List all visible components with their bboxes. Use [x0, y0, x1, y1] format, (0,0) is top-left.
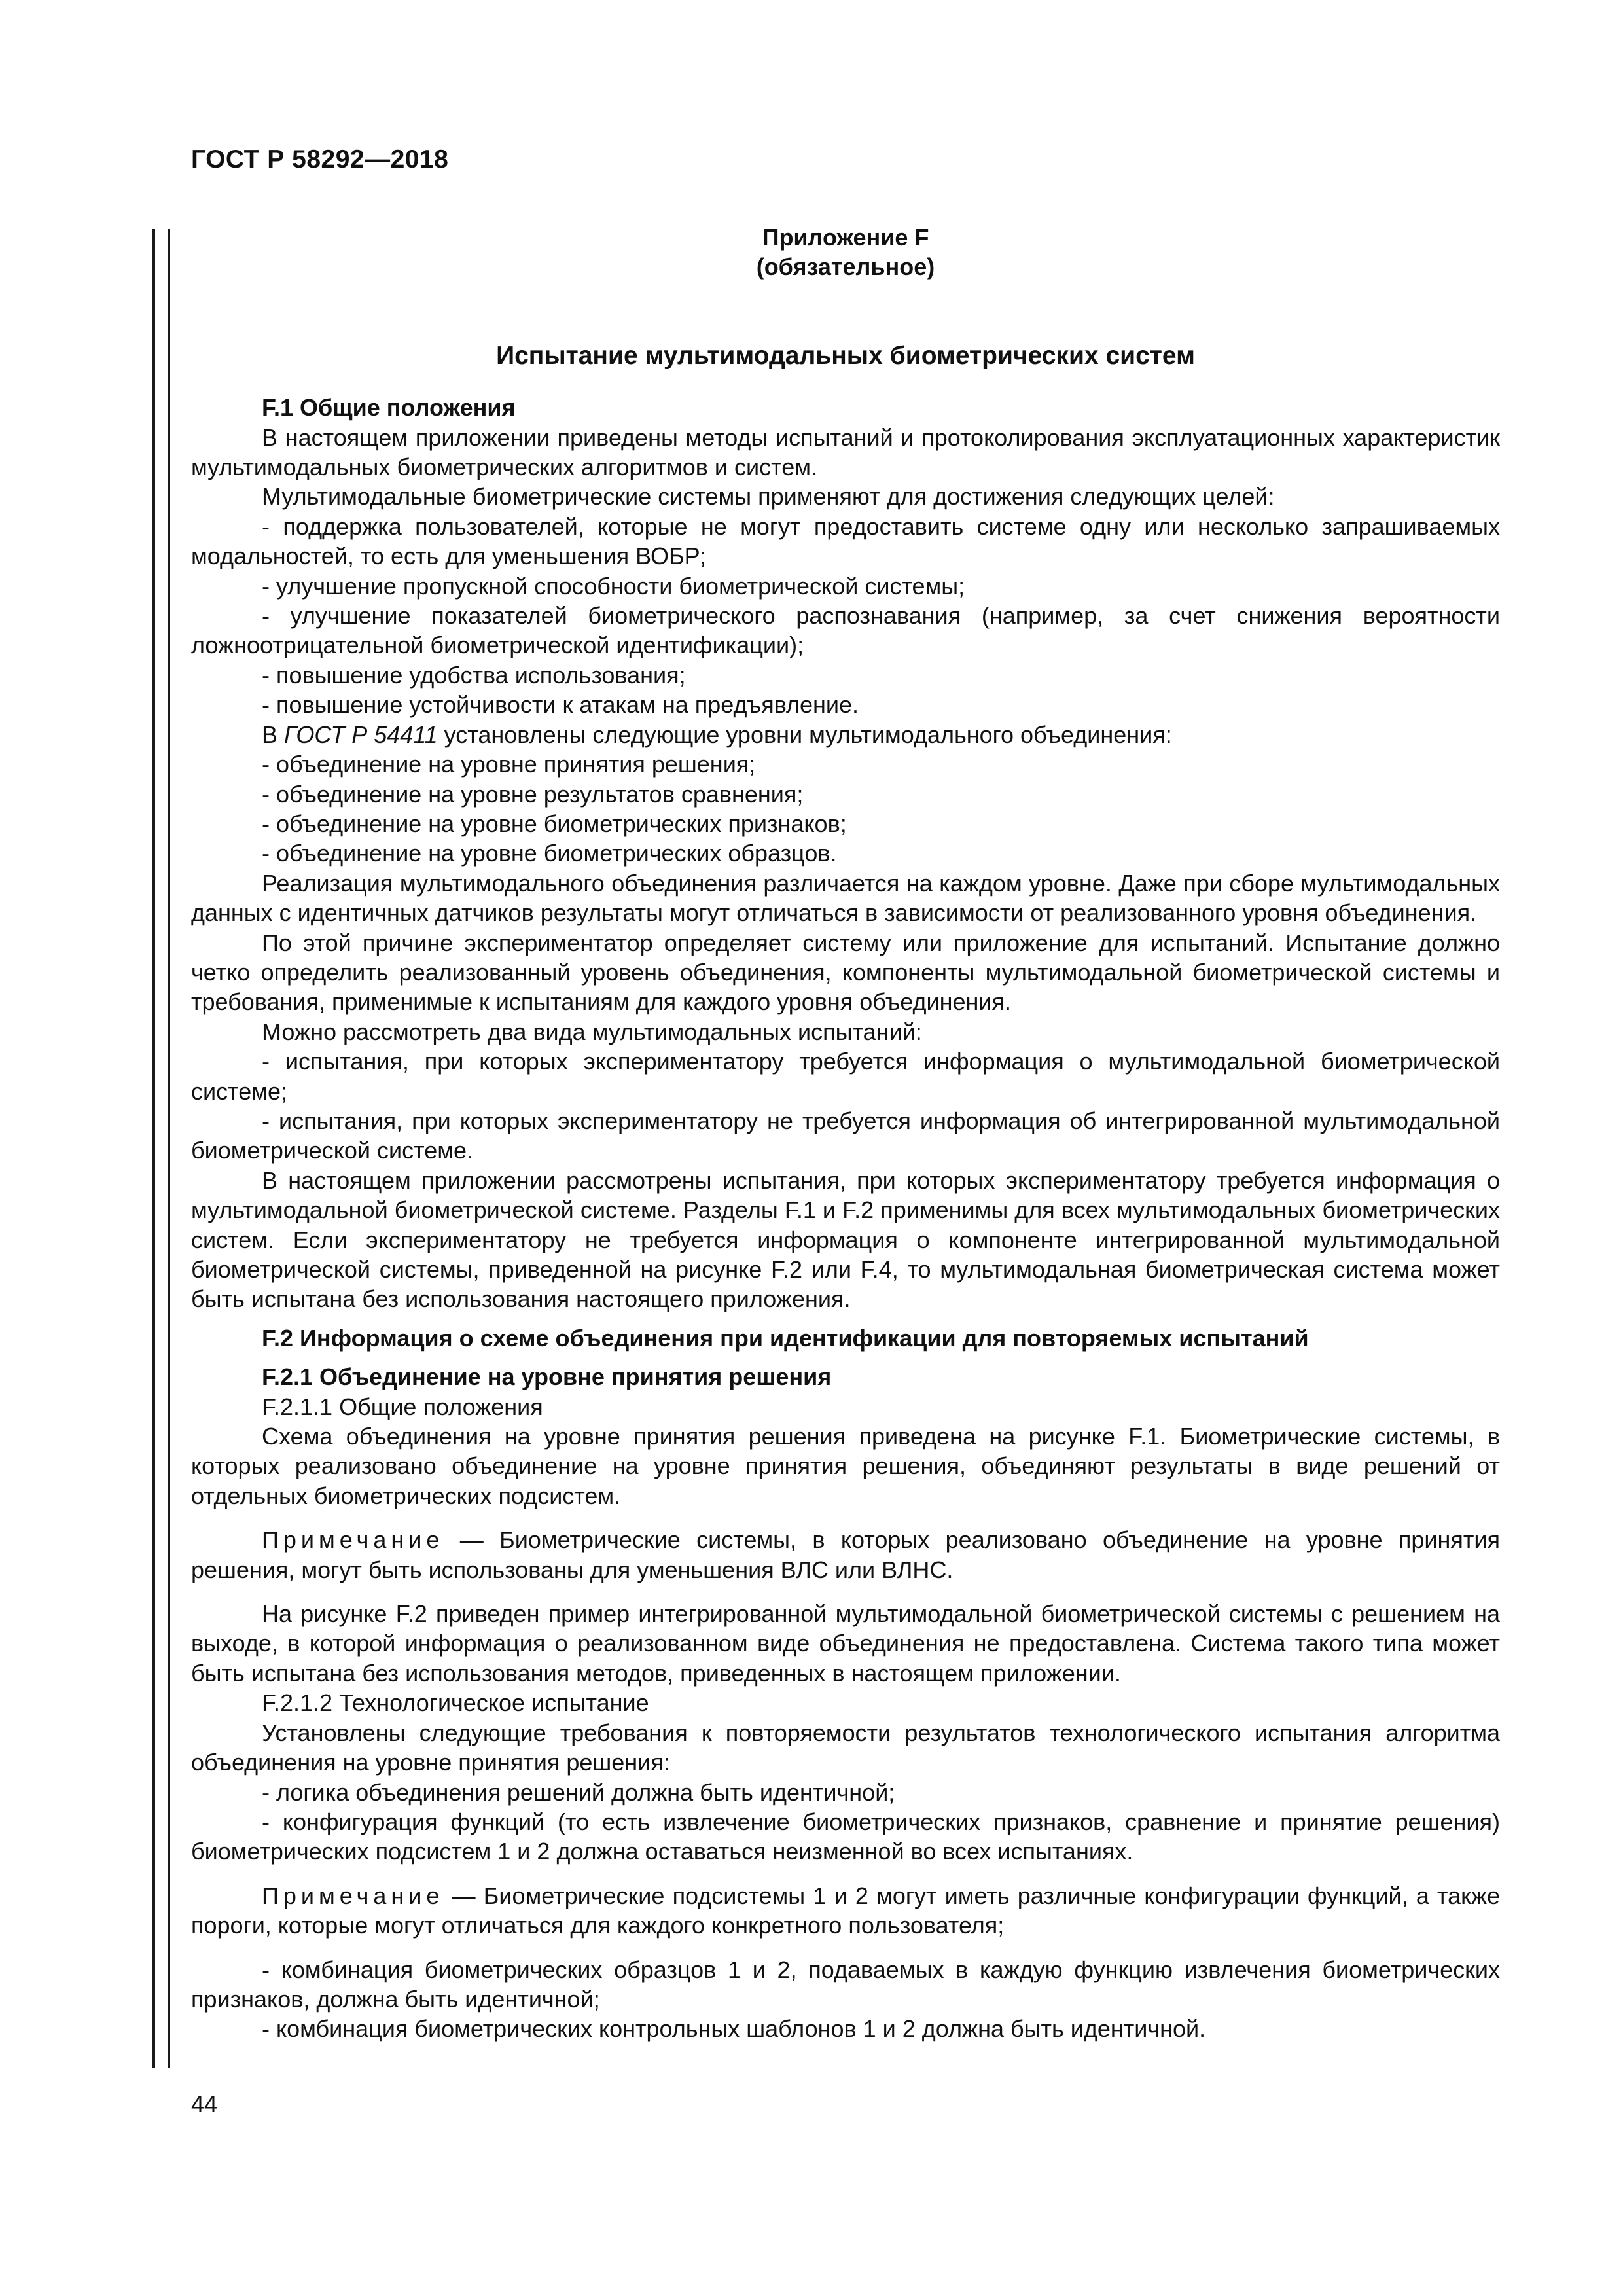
- section-heading-f212: F.2.1.2 Технологическое испытание: [262, 1689, 649, 1717]
- standard-code: ГОСТ Р 58292—2018: [191, 145, 449, 173]
- list-item: - улучшение показателей биометрического распознавания (например, за счет снижения вероятности ложноотрицательной биометрической идентификации);: [191, 602, 1500, 659]
- page-number: 44: [191, 2090, 218, 2117]
- list-item: - объединение на уровне результатов сравнения;: [262, 780, 804, 808]
- annex-status: (обязательное): [756, 253, 935, 281]
- document-body: [191, 223, 1500, 2044]
- text: В: [262, 721, 285, 748]
- standard-reference: ГОСТ Р 54411: [284, 721, 438, 748]
- note-text: — Биометрические системы, в которых реализовано объединение на уровне принятия решения, могут быть использованы для уменьшения ВЛС или ВЛНС.: [191, 1526, 1500, 1583]
- list-item: - объединение на уровне принятия решения;: [262, 751, 756, 778]
- list-item: - объединение на уровне биометрических признаков;: [262, 810, 847, 837]
- section-heading-f2: F.2 Информация о схеме объединения при идентификации для повторяемых испытаний: [262, 1324, 1309, 1352]
- section-heading-f211: F.2.1.1 Общие положения: [262, 1393, 543, 1420]
- section-heading-f21: F.2.1 Объединение на уровне принятия решения: [262, 1363, 832, 1391]
- paragraph: В настоящем приложении рассмотрены испытания, при которых экспериментатору требуется информация о мультимодальной биометрической системе. Разделы F.1 и F.2 применимы для всех мультимодальных биометрических систем. Если экспериментатору не требуется информация о компоненте интегрированной мультимодальной биометрической системы, приведенной на рисунке F.2 или F.4, то мультимодальная биометрическая система может быть испытана без использования настоящего приложения.: [191, 1166, 1500, 1313]
- text: установлены следующие уровни мультимодального объединения:: [437, 721, 1172, 748]
- note-label: Примечание: [262, 1526, 444, 1554]
- change-bar: [152, 229, 155, 2068]
- paragraph: [191, 720, 1500, 749]
- list-item: - конфигурация функций (то есть извлечение биометрических признаков, сравнение и принятие решения) биометрических подсистем 1 и 2 должна оставаться неизменной во всех испытаниях.: [191, 1808, 1500, 1865]
- paragraph: На рисунке F.2 приведен пример интегрированной мультимодальной биометрической системы с решением на выходе, в которой информация о реализованном виде объединения не предоставлена. Система такого типа может быть испытана без использования методов, приведенных в настоящем приложении.: [191, 1600, 1500, 1687]
- paragraph: Можно рассмотреть два вида мультимодальных испытаний:: [262, 1018, 922, 1045]
- paragraph: В настоящем приложении приведены методы испытаний и протоколирования эксплуатационных характеристик мультимодальных биометрических алгоритмов и систем.: [191, 423, 1500, 481]
- list-item: - поддержка пользователей, которые не могут предоставить системе одну или несколько запрашиваемых модальностей, то есть для уменьшения ВОБР;: [191, 512, 1500, 570]
- annex-main-title: Испытание мультимодальных биометрических систем: [496, 341, 1195, 370]
- list-item: - объединение на уровне биометрических образцов.: [262, 840, 837, 867]
- note-label: Примечание: [262, 1882, 444, 1909]
- change-bar: [168, 229, 170, 2068]
- list-item: - комбинация биометрических образцов 1 и 2, подаваемых в каждую функцию извлечения биометрических признаков, должна быть идентичной;: [191, 1956, 1500, 2013]
- paragraph: Схема объединения на уровне принятия решения приведена на рисунке F.1. Биометрические системы, в которых реализовано объединение на уровне принятия решения, объединяют результаты в виде решений от отдельных биометрических подсистем.: [191, 1423, 1500, 1509]
- paragraph: Установлены следующие требования к повторяемости результатов технологического испытания алгоритма объединения на уровне принятия решения:: [191, 1719, 1500, 1776]
- list-item: - испытания, при которых экспериментатору требуется информация о мультимодальной биометрической системе;: [191, 1048, 1500, 1105]
- list-item: - логика объединения решений должна быть идентичной;: [262, 1778, 895, 1806]
- paragraph: Реализация мультимодального объединения различается на каждом уровне. Даже при сборе мультимодальных данных с идентичных датчиков результаты могут отличаться в зависимости от реализованного уровня объединения.: [191, 869, 1500, 927]
- annex-title: Приложение F: [762, 224, 929, 251]
- paragraph: По этой причине экспериментатор определяет систему или приложение для испытаний. Испытание должно четко определить реализованный уровень объединения, компоненты мультимодальной биометрической системы и требования, применимые к испытаниям для каждого уровня объединения.: [191, 929, 1500, 1016]
- paragraph: Мультимодальные биометрические системы применяют для достижения следующих целей:: [262, 483, 1275, 511]
- note: [191, 1881, 1500, 1941]
- list-item: - повышение удобства использования;: [262, 661, 686, 689]
- list-item: - комбинация биометрических контрольных шаблонов 1 и 2 должна быть идентичной.: [262, 2015, 1206, 2043]
- list-item: - испытания, при которых экспериментатору не требуется информация об интегрированной мультимодальной биометрической системе.: [191, 1107, 1500, 1164]
- list-item: - улучшение пропускной способности биометрической системы;: [262, 572, 965, 600]
- list-item: - повышение устойчивости к атакам на предъявление.: [262, 691, 859, 719]
- note: [191, 1525, 1500, 1585]
- section-heading-f1: F.1 Общие положения: [262, 394, 516, 422]
- note-text: — Биометрические подсистемы 1 и 2 могут иметь различные конфигурации функций, а также пороги, которые могут отличаться для каждого конкретного пользователя;: [191, 1882, 1500, 1939]
